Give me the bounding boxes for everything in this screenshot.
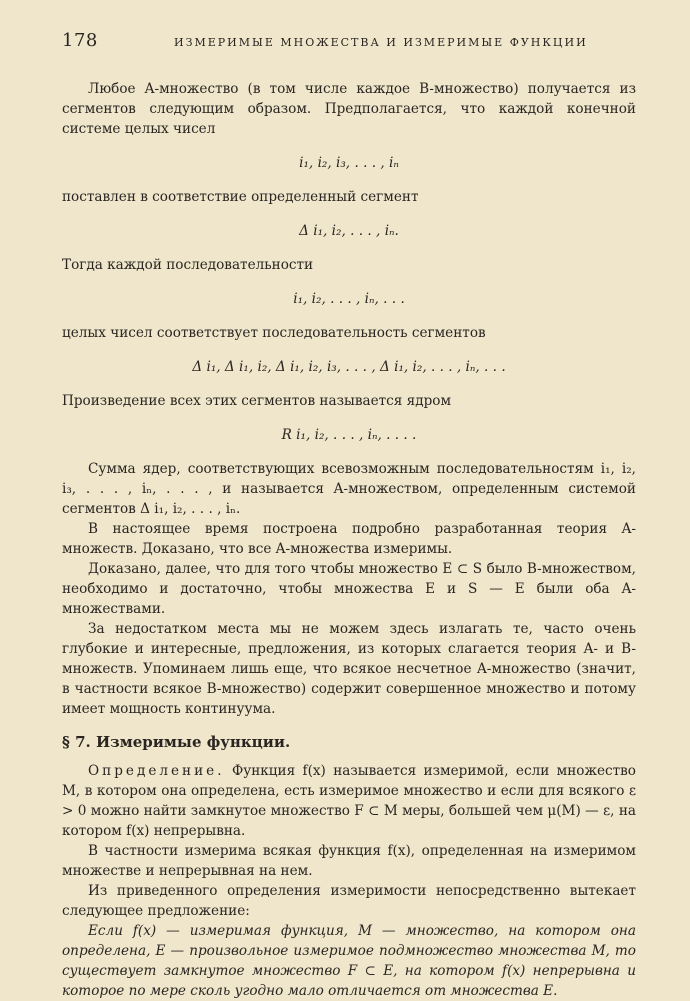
paragraph-2: поставлен в соответствие определенный сегмент bbox=[62, 189, 419, 205]
paragraph-7: В настоящее время построена подробно разработанная теория A-множеств. Доказано, что все A-множества измеримы. bbox=[62, 521, 636, 557]
paragraph-8: Доказано, далее, что для того чтобы множество E ⊂ S было B-множеством, необходимо и достаточно, чтобы множества E и S — E были оба A-множествами. bbox=[62, 561, 636, 617]
paragraph-9: За недостатком места мы не можем здесь излагать те, часто очень глубокие и интересные, предложения, из которых слагается теория A- и B-множеств. Упоминаем лишь еще, что всякое несчетное A-множество (значит, в частности всякое B-множество) содержит совершенное множество и потому имеет мощность континуума. bbox=[62, 621, 636, 717]
paragraph-5: Произведение всех этих сегментов называется ядром bbox=[62, 393, 452, 409]
definition-text: Функция f(x) называется измеримой, если множество M, в котором она определена, есть измеримое множество и если для всякого ε > 0 можно найти замкнутое множество F ⊂ M меры, большей чем μ(M) — ε, на котором f(x) непрерывна. bbox=[62, 763, 636, 839]
page-number: 178 bbox=[62, 30, 98, 51]
paragraph-3: Тогда каждой последовательности bbox=[62, 257, 314, 273]
paragraph-4: целых чисел соответствует последовательность сегментов bbox=[62, 325, 486, 341]
section-title: § 7. Измеримые функции. bbox=[62, 733, 291, 751]
definition-word: Определение. bbox=[88, 763, 225, 779]
theorem-statement: Если f(x) — измеримая функция, M — множество, на котором она определена, E — произвольное измеримое подмножество множества M, то существует замкнутое множество F ⊂ E, на котором f(x) непрерывна и которое по мере сколь угодно мало отличается от множества E. bbox=[62, 923, 636, 999]
paragraph-11: В частности измерима всякая функция f(x), определенная на измеримом множестве и непрерывная на нем. bbox=[62, 843, 636, 879]
formula-segment-sequence: Δ i₁, Δ i₁, i₂, Δ i₁, i₂, i₃, . . . , Δ i₁, i₂, . . . , iₙ, . . . bbox=[192, 359, 506, 375]
formula-segment: Δ i₁, i₂, . . . , iₙ. bbox=[299, 223, 399, 239]
page-header bbox=[62, 30, 636, 51]
paragraph-1: Любое A-множество (в том числе каждое B-множество) получается из сегментов следующим образом. Предполагается, что каждой конечной системе целых чисел bbox=[62, 81, 636, 137]
running-title: ИЗМЕРИМЫЕ МНОЖЕСТВА И ИЗМЕРИМЫЕ ФУНКЦИИ bbox=[174, 36, 588, 49]
paragraph-6: Сумма ядер, соответствующих всевозможным последовательностям i₁, i₂, i₃, . . . , iₙ, . . . , и называется A-множеством, определенным системой сегментов Δ i₁, i₂, . . . , iₙ. bbox=[62, 461, 636, 517]
formula-integers: i₁, i₂, i₃, . . . , iₙ bbox=[299, 155, 399, 171]
formula-sequence: i₁, i₂, . . . , iₙ, . . . bbox=[293, 291, 405, 307]
formula-kernel: R i₁, i₂, . . . , iₙ, . . . . bbox=[281, 427, 417, 443]
paragraph-definition bbox=[62, 761, 636, 841]
paragraph-12: Из приведенного определения измеримости непосредственно вытекает следующее предложение: bbox=[62, 883, 636, 919]
